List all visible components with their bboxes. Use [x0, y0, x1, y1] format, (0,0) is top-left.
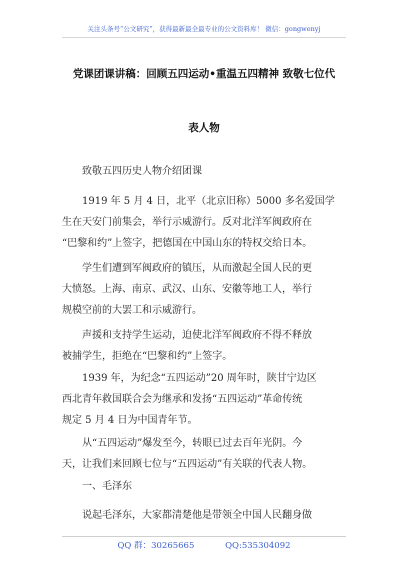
- paragraph-3: [62, 258, 348, 321]
- paragraph-line: 从“五四运动”爆发至今，转眼已过去百年光阴。今: [82, 438, 303, 449]
- header-divider: [62, 37, 346, 38]
- footer-contact: [0, 539, 408, 551]
- paragraph-line: 规模空前的大罢工和示威游行。: [62, 305, 202, 316]
- section-heading: [62, 476, 348, 497]
- paragraph-2: [62, 191, 348, 254]
- paragraph-line: “巴黎和约”上签字，把德国在中国山东的特权交给日本。: [62, 238, 313, 249]
- paragraph-line: 生在天安门前集会，举行示威游行。反对北洋军阀政府在: [62, 217, 312, 228]
- paragraph-1: [62, 161, 348, 182]
- paragraph-line: 说起毛泽东，大家都清楚他是带领全中国人民翻身做: [82, 510, 312, 521]
- paragraph-line: 西北青年救国联合会为继承和发扬“五四运动”革命传统: [62, 394, 303, 405]
- paragraph-line: 规定 5 月 4 日为中国青年节。: [62, 415, 198, 426]
- paragraph-line: 声援和支持学生运动，迫使北洋军阀政府不得不释放: [82, 330, 312, 341]
- document-title-line-2: 表人物: [188, 122, 220, 134]
- footer-qq-number: QQ:535304092: [225, 541, 291, 551]
- paragraph-line: 大愤怒。上海、南京、武汉、山东、安徽等地工人，举行: [62, 284, 312, 295]
- document-title-line-1: 党课团课讲稿：回顾五四运动•重温五四精神 致敬七位代: [72, 68, 336, 80]
- paragraph-line: 天，让我们来回顾七位与“五四运动”有关联的代表人物。: [62, 459, 313, 470]
- section-heading-text: 一、毛泽东: [82, 481, 132, 492]
- paragraph-line: 1939 年，为纪念“五四运动”20 周年时，陕甘宁边区: [82, 373, 317, 384]
- paragraph-line: 1919 年 5 月 4 日，北平（北京旧称）5000 多名爱国学: [82, 196, 335, 207]
- paragraph-line: 学生们遭到军阀政府的镇压，从而激起全国人民的更: [82, 263, 312, 274]
- paragraph-line: 被捕学生，拒绝在“巴黎和约”上签字。: [62, 351, 233, 362]
- paragraph-6: [62, 433, 348, 475]
- footer-qq-group: QQ 群：30265665: [117, 541, 195, 551]
- paragraph-8: [62, 505, 348, 526]
- paragraph-line: 致敬五四历史人物介绍团课: [82, 166, 202, 177]
- footer-divider: [62, 536, 346, 537]
- header-note: 关注头条号“公文研究”，获得最新最全最专业的公文资料库！ 微信：gongwenyj: [87, 25, 321, 33]
- paragraph-4: [62, 325, 348, 367]
- paragraph-5: [62, 368, 348, 431]
